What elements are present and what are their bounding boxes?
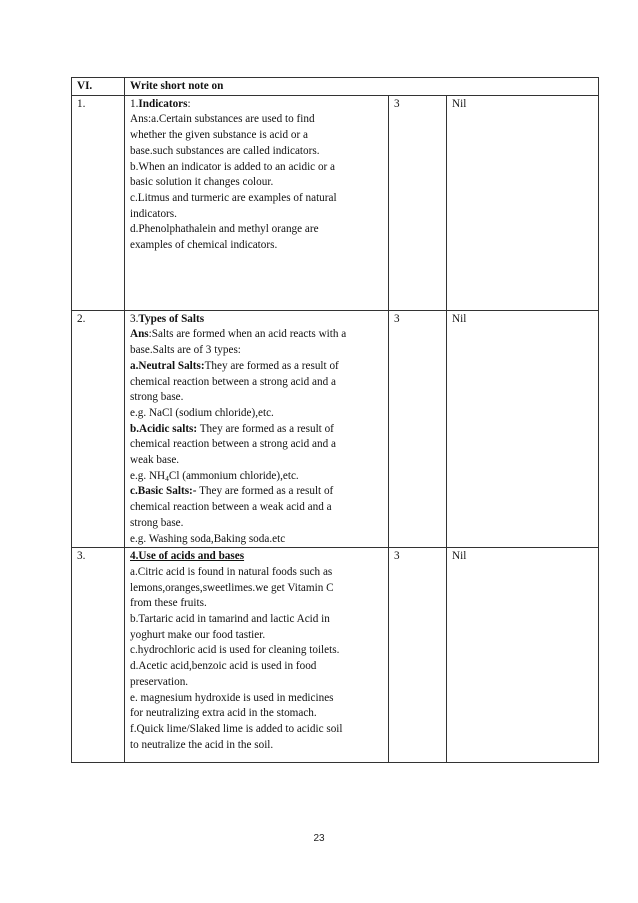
answer-line: d.Phenolphathalein and methyl orange are — [130, 223, 319, 236]
answer-line: strong base. — [130, 516, 184, 529]
answer-line: e. magnesium hydroxide is used in medicines — [130, 691, 334, 704]
remark-cell: Nil — [447, 548, 599, 763]
answer-line: f.Quick lime/Slaked lime is added to acidic soil — [130, 722, 343, 735]
table-row — [72, 95, 599, 310]
answer-line: to neutralize the acid in the soil. — [130, 738, 274, 751]
row-number: 2. — [72, 310, 125, 548]
section-header-row — [72, 78, 599, 96]
answer-cell — [125, 95, 389, 310]
answer-line: basic solution it changes colour. — [130, 176, 274, 189]
answer-line: Ans:Salts are formed when an acid reacts with a — [130, 328, 347, 341]
answer-cell — [125, 548, 389, 763]
answer-cell — [125, 310, 389, 548]
section-number: VI. — [72, 78, 125, 96]
neutral-salts-heading: a.Neutral Salts:They are formed as a result of — [130, 359, 339, 372]
answer-line: weak base. — [130, 454, 180, 467]
answer-title: 3.Types of Salts — [130, 312, 205, 325]
acidic-salts-heading: b.Acidic salts: They are formed as a result of — [130, 422, 334, 435]
answer-line: for neutralizing extra acid in the stomach. — [130, 707, 317, 720]
answer-line: from these fruits. — [130, 597, 207, 610]
answer-line: c.hydrochloric acid is used for cleaning toilets. — [130, 644, 340, 657]
answer-line: base.Salts are of 3 types: — [130, 344, 241, 357]
marks-cell: 3 — [389, 310, 447, 548]
answer-title: 4.Use of acids and bases — [130, 550, 245, 563]
answer-line: preservation. — [130, 675, 189, 688]
answer-line: chemical reaction between a weak acid and a — [130, 501, 332, 514]
basic-salts-heading: c.Basic Salts:- They are formed as a result of — [130, 485, 334, 498]
row-number: 1. — [72, 95, 125, 310]
answer-title: 1.Indicators: — [130, 97, 191, 110]
section-heading: Write short note on — [125, 78, 599, 96]
answer-line: strong base. — [130, 391, 184, 404]
answer-line: d.Acetic acid,benzoic acid is used in food — [130, 660, 317, 673]
table-row — [72, 310, 599, 548]
answer-line: lemons,oranges,sweetlimes.we get Vitamin C — [130, 581, 334, 594]
answer-line: e.g. Washing soda,Baking soda.etc — [130, 532, 286, 545]
marks-cell: 3 — [389, 95, 447, 310]
answer-line: whether the given substance is acid or a — [130, 129, 309, 142]
marks-cell: 3 — [389, 548, 447, 763]
answer-line: chemical reaction between a strong acid and a — [130, 438, 336, 451]
answer-line: base.such substances are called indicators. — [130, 144, 320, 157]
remark-cell: Nil — [447, 310, 599, 548]
answer-line: yoghurt make our food tastier. — [130, 628, 266, 641]
answer-line: e.g. NaCl (sodium chloride),etc. — [130, 406, 274, 419]
table-row — [72, 548, 599, 763]
page-number: 23 — [313, 833, 325, 844]
answer-line: indicators. — [130, 207, 177, 220]
answer-line: b.When an indicator is added to an acidic or a — [130, 160, 336, 173]
row-number: 3. — [72, 548, 125, 763]
answer-line: chemical reaction between a strong acid and a — [130, 375, 336, 388]
answer-line: b.Tartaric acid in tamarind and lactic Acid in — [130, 613, 330, 626]
answer-line: examples of chemical indicators. — [130, 239, 278, 252]
questions-table — [71, 77, 599, 763]
remark-cell: Nil — [447, 95, 599, 310]
answer-line: c.Litmus and turmeric are examples of natural — [130, 191, 337, 204]
answer-line: Ans:a.Certain substances are used to find — [130, 113, 315, 126]
answer-line: a.Citric acid is found in natural foods such as — [130, 565, 333, 578]
answer-line: e.g. $NH_4Cl$ (ammonium chloride),etc. — [130, 469, 299, 483]
